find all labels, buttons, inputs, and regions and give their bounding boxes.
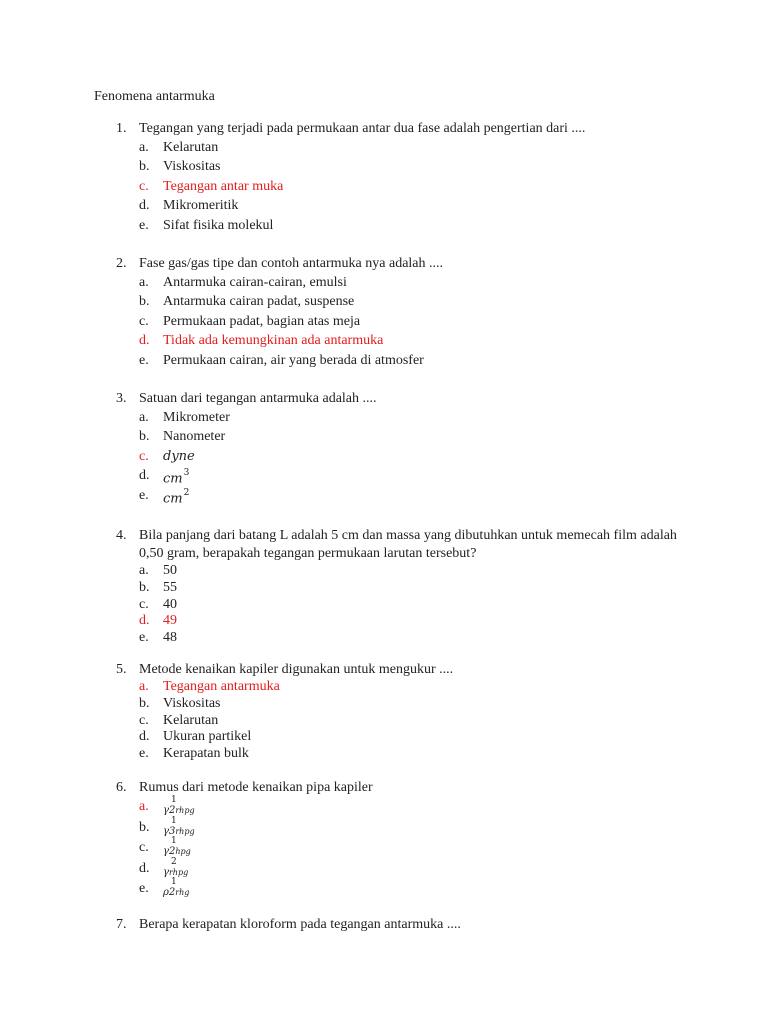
option-c	[139, 312, 716, 331]
formula	[163, 879, 203, 904]
option-letter: a.	[139, 799, 149, 814]
option-b	[139, 815, 716, 839]
option-c-correct-answer	[139, 177, 716, 196]
option-text: Tegangan antarmuka	[163, 679, 280, 694]
option-letter: e.	[139, 746, 149, 762]
question-text: Metode kenaikan kapiler digunakan untuk mengukur ....	[139, 662, 454, 677]
formula-coefficient: 2	[168, 846, 176, 857]
formula-coefficient: 3	[168, 825, 176, 837]
option-a	[139, 408, 716, 427]
formula-symbol: γ	[163, 866, 169, 878]
formula-numerator: 1	[171, 877, 177, 887]
option-b	[139, 580, 716, 597]
math-exponent: 2	[183, 487, 190, 498]
option-text: Ukuran partikel	[163, 729, 252, 745]
options-list	[139, 408, 716, 505]
option-letter: c.	[139, 313, 149, 329]
option-c	[139, 838, 716, 859]
option-text: Nanometer	[163, 429, 226, 445]
option-math: dyne	[163, 448, 195, 464]
option-letter: c.	[139, 712, 149, 728]
math-base: cm	[163, 471, 183, 487]
option-letter: d.	[139, 613, 150, 629]
option-letter: d.	[139, 860, 150, 876]
option-letter: e.	[139, 217, 149, 233]
options-list	[139, 797, 716, 900]
question-number: 5.	[116, 662, 127, 677]
formula-numerator: 2	[171, 856, 177, 867]
option-letter: a.	[139, 275, 149, 290]
option-a	[139, 138, 716, 157]
option-b	[139, 696, 716, 713]
option-b	[139, 292, 716, 311]
option-text: 55	[163, 579, 177, 595]
option-text: Permukaan cairan, air yang berada di atmosfer	[163, 352, 424, 368]
option-text: Mikrometer	[163, 410, 230, 425]
option-letter: b.	[139, 429, 150, 445]
question-6	[116, 779, 716, 900]
formula-fraction	[163, 856, 203, 881]
option-a	[139, 273, 716, 292]
formula-variables: rhg	[175, 888, 190, 897]
question-1	[116, 120, 716, 235]
formula-symbol: γ	[163, 825, 169, 837]
question-text: Bila panjang dari batang L adalah 5 cm dan massa yang dibutuhkan untuk memecah film adalah 0,50 gram, berapakah tegangan permukaan larutan tersebut?	[139, 528, 677, 561]
formula-denominator	[163, 846, 191, 858]
formula-variables: rhpg	[175, 806, 195, 815]
option-text: Antarmuka cairan padat, suspense	[163, 294, 355, 310]
option-d	[139, 856, 716, 880]
question-3	[116, 390, 716, 505]
option-letter: d.	[139, 468, 150, 484]
question-number: 3.	[116, 391, 127, 406]
formula-numerator: 1	[171, 836, 177, 846]
option-letter: e.	[139, 630, 149, 646]
option-text: 50	[163, 563, 177, 578]
option-text: Antarmuka cairan-cairan, emulsi	[163, 275, 347, 290]
option-letter: a.	[139, 679, 149, 694]
option-letter: b.	[139, 294, 150, 310]
question-2	[116, 255, 716, 370]
option-text: Tegangan antar muka	[163, 178, 284, 194]
formula-numerator: 1	[171, 815, 177, 826]
question-number: 2.	[116, 256, 127, 271]
formula-fraction	[163, 879, 203, 901]
options-list	[139, 563, 716, 647]
question-4	[116, 527, 716, 647]
option-d	[139, 466, 716, 485]
question-text: Tegangan yang terjadi pada permukaan antar dua fase adalah pengertian dari ....	[139, 121, 586, 136]
option-letter: d.	[139, 198, 150, 214]
formula-variables: rhpg	[175, 826, 195, 836]
option-text: Sifat fisika molekul	[163, 217, 274, 233]
option-text: Viskositas	[163, 695, 221, 711]
question-number: 4.	[116, 528, 127, 543]
option-c	[139, 447, 716, 466]
option-text: 49	[163, 613, 177, 629]
math-exponent: 3	[183, 468, 190, 479]
formula-coefficient: 2	[168, 887, 176, 898]
option-c	[139, 597, 716, 614]
option-c	[139, 713, 716, 730]
option-letter: a.	[139, 140, 149, 155]
option-text: Kelarutan	[163, 712, 219, 728]
question-7	[116, 916, 716, 934]
options-list	[139, 138, 716, 235]
option-letter: a.	[139, 563, 149, 578]
question-text: Satuan dari tegangan antarmuka adalah ....	[139, 391, 377, 406]
option-letter: e.	[139, 487, 149, 503]
question-number: 1.	[116, 121, 127, 136]
option-a	[139, 563, 716, 580]
option-e	[139, 216, 716, 235]
formula-symbol: γ	[163, 805, 169, 816]
option-text: Mikromeritik	[163, 198, 239, 214]
formula-variables: hpg	[175, 847, 191, 856]
option-math	[163, 486, 189, 509]
option-letter: c.	[139, 178, 149, 194]
option-e	[139, 879, 716, 900]
formula-fraction	[163, 838, 203, 860]
option-letter: b.	[139, 819, 150, 835]
formula-symbol: ρ	[163, 887, 169, 898]
option-letter: e.	[139, 881, 149, 896]
formula-denominator	[163, 805, 195, 817]
question-text: Fase gas/gas tipe dan contoh antarmuka nya adalah ....	[139, 256, 444, 271]
option-b	[139, 427, 716, 446]
option-e	[139, 486, 716, 505]
formula-numerator: 1	[171, 795, 177, 805]
option-letter: a.	[139, 410, 149, 425]
option-text: Permukaan padat, bagian atas meja	[163, 313, 361, 329]
formula-symbol: γ	[163, 846, 169, 857]
option-e	[139, 746, 716, 763]
option-e	[139, 351, 716, 370]
option-letter: b.	[139, 159, 150, 175]
option-d-correct-answer	[139, 331, 716, 350]
option-b	[139, 157, 716, 176]
option-e	[139, 630, 716, 647]
option-text: Kerapatan bulk	[163, 746, 249, 762]
math-base: cm	[163, 490, 183, 506]
option-letter: c.	[139, 596, 149, 612]
question-5	[116, 661, 716, 763]
option-letter: c.	[139, 840, 149, 855]
options-list	[139, 679, 716, 763]
option-text: 40	[163, 596, 177, 612]
option-a-correct-answer	[139, 797, 716, 818]
option-d-correct-answer	[139, 613, 716, 630]
option-text: Kelarutan	[163, 140, 219, 155]
option-d	[139, 196, 716, 215]
option-letter: d.	[139, 729, 150, 745]
option-letter: e.	[139, 352, 149, 368]
formula-coefficient: 2	[168, 805, 176, 816]
option-letter: b.	[139, 579, 150, 595]
document-title: Fenomena antarmuka	[94, 89, 215, 104]
formula-fraction	[163, 797, 203, 819]
formula-denominator	[163, 826, 195, 838]
formula-fraction	[163, 815, 203, 840]
formula-denominator	[163, 887, 189, 899]
option-text: 48	[163, 630, 177, 646]
option-text: Tidak ada kemungkinan ada antarmuka	[163, 333, 384, 349]
question-number: 7.	[116, 917, 127, 932]
formula-variables: rhpg	[168, 867, 189, 877]
option-text: Viskositas	[163, 159, 221, 175]
question-text: Berapa kerapatan kloroform pada tegangan antarmuka ....	[139, 917, 461, 932]
option-a-correct-answer	[139, 679, 716, 696]
option-letter-correct: c.	[139, 448, 149, 464]
option-d	[139, 729, 716, 746]
options-list	[139, 273, 716, 370]
option-letter: b.	[139, 695, 150, 711]
question-text: Rumus dari metode kenaikan pipa kapiler	[139, 780, 373, 795]
option-letter: d.	[139, 333, 150, 349]
question-number: 6.	[116, 780, 127, 795]
